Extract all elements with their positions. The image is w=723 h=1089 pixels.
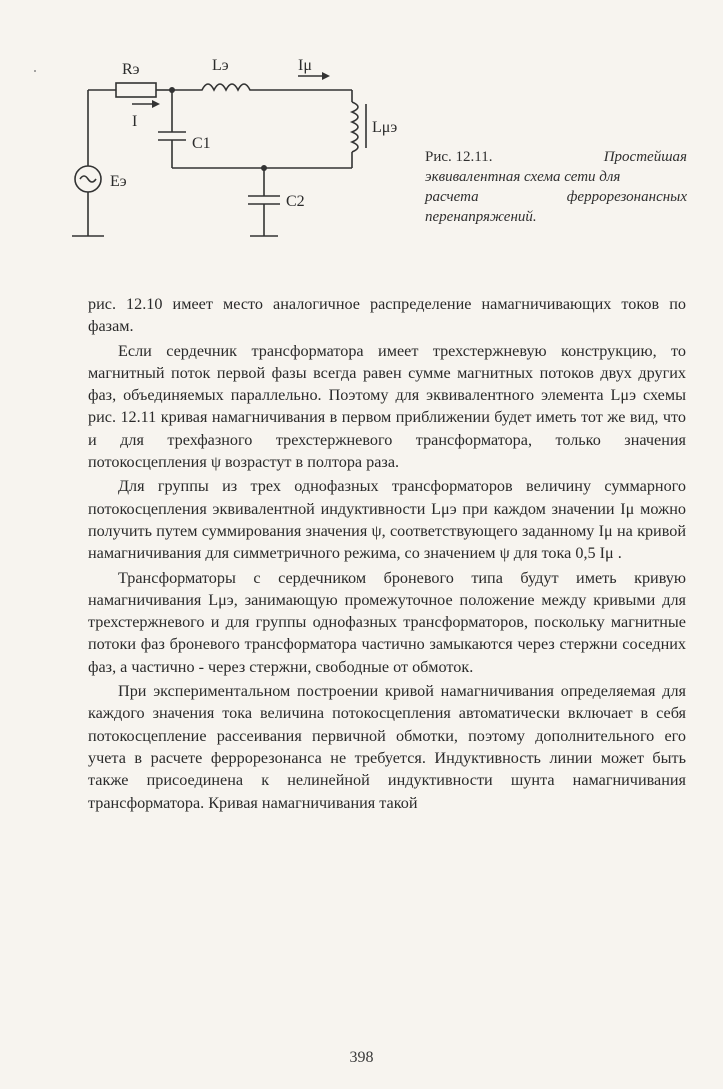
paragraph-2: Если сердечник трансформатора имеет трехстержневую конструкцию, то магнитный поток первой фазы всегда равен сумме магнитных потоков двух других фаз, объединяемых параллельно. Поэтому для эквивалентного элемента Lμэ схемы рис. 12.11 кривая намагничивания в первом приближении будет иметь тот же вид, что и для трехфазного трехстержневого трансформатора, только значения потокосцепления ψ возрастут в полтора раза.	[88, 341, 686, 472]
caption-word: Простейшая	[603, 149, 687, 165]
label-I-mu: Iμ	[298, 57, 312, 74]
caption-line-3	[425, 187, 687, 207]
inductor-L	[172, 84, 352, 90]
equivalent-circuit-diagram	[52, 40, 412, 250]
paragraph-3: Для группы из трех однофазных трансформаторов величину суммарного потокосцепления эквивалентной индуктивности Lμэ при каждом значении Iμ можно получить путем суммирования значения ψ, соответствующего заданному Iμ на кривой намагничивания для симметричного режима, со значением ψ для тока 0,5 Iμ .	[88, 477, 686, 563]
label-I: I	[132, 113, 138, 130]
label-R: Rэ	[122, 61, 140, 78]
label-C2: C2	[286, 193, 305, 210]
inductor-Lmu	[352, 102, 358, 152]
paragraph-5: При экспериментальном построении кривой намагничивания определяемая для каждого значения тока величина потокосцепления автоматически включает в себя потокосцепление рассеивания первичной обмотки, поэтому дополнительного его учета в расчете феррорезонанса не требуется. Индуктивность линии может быть также присоединена к нелинейной индуктивности шунта намагничивания трансформатора. Кривая намагничивания такой	[88, 682, 686, 812]
label-E: Eэ	[110, 173, 127, 190]
label-L: Lэ	[212, 57, 229, 74]
scan-speck	[34, 70, 36, 72]
caption-line-4: перенапряжений.	[425, 209, 537, 225]
paragraph-4: Трансформаторы с сердечником броневого типа будут иметь кривую намагничивания Lμэ, занимающую промежуточное положение между кривыми для трехстержневого и для группы однофазных трансформаторов, поскольку магнитные потоки фаз броневого трансформатора частично замыкаются через стержни соседних фаз, а частично - через стержни, свободные от обмоток.	[88, 568, 686, 676]
resistor-R	[116, 83, 156, 97]
label-C1: C1	[192, 135, 211, 152]
figure-caption	[425, 147, 687, 227]
paragraph-1: рис. 12.10 имеет место аналогичное распределение намагничивающих токов по фазам.	[88, 295, 686, 336]
label-L-mu: Lμэ	[372, 119, 398, 136]
caption-line-3b: феррорезонансных	[566, 189, 687, 205]
body-text	[88, 293, 686, 814]
caption-line-1	[425, 147, 687, 167]
figure-number: Рис. 12.11.	[425, 149, 493, 165]
caption-line-2: эквивалентная схема сети для	[425, 169, 621, 185]
caption-line-3a: расчета	[425, 189, 479, 205]
page-number: 398	[349, 1049, 374, 1066]
